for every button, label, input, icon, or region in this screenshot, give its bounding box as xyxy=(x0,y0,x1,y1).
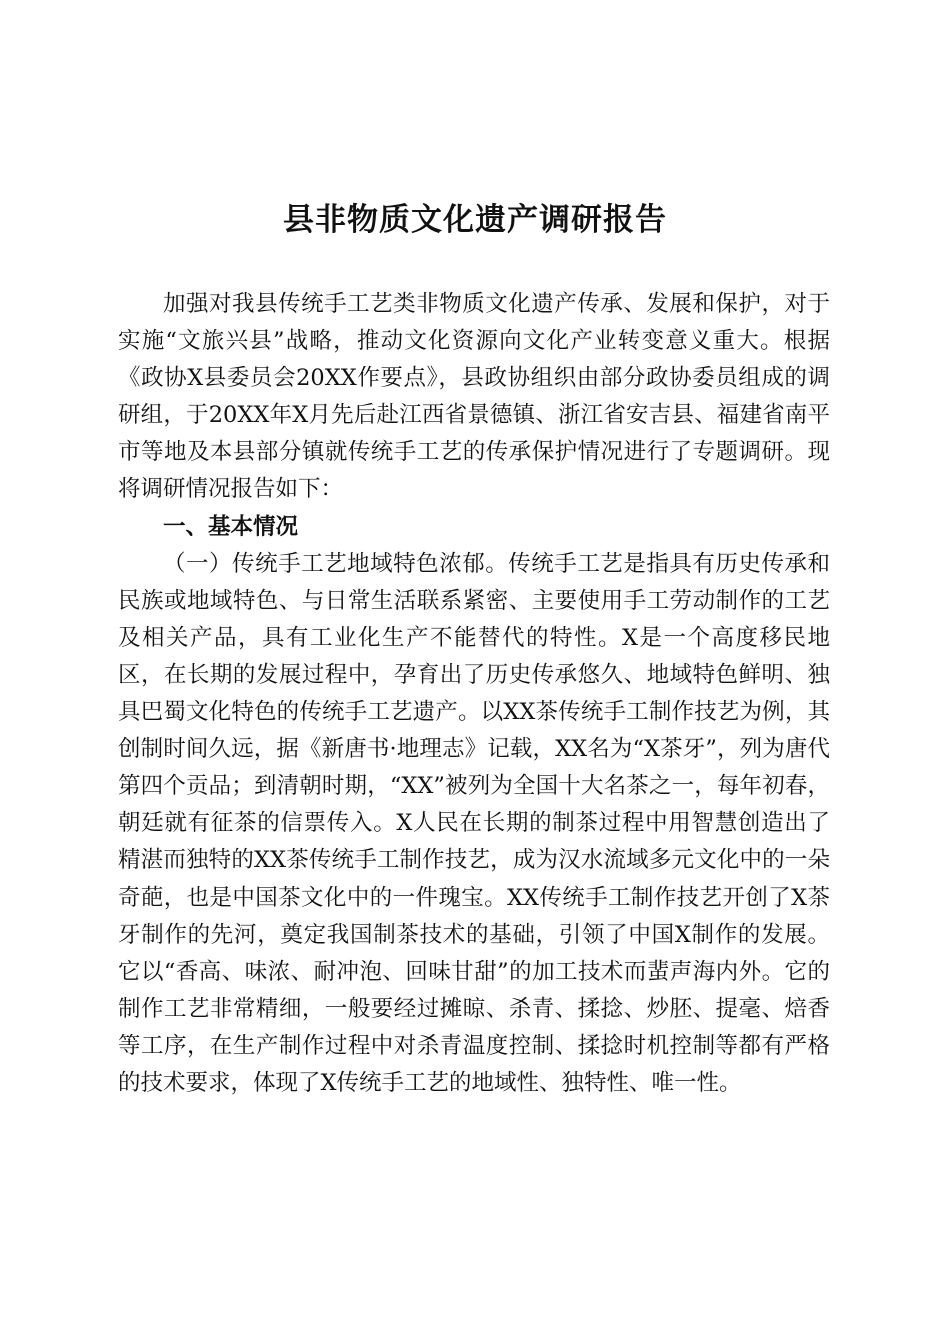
subsection-paragraph xyxy=(118,546,830,1102)
subsection-body: 传统手工艺是指具有历史传承和民族或地域特色、与日常生活联系紧密、主要使用手工劳动制作的工艺及相关产品，具有工业化生产不能替代的特性。X是一个高度移民地区，在长期的发展过程中，孕育出了历史传承悠久、地域特色鲜明、独具巴蜀文化特色的传统手工艺遗产。以XX茶传统手工制作技艺为例，其创制时间久远，据《新唐书·地理志》记载，XX名为“X茶牙”，列为唐代第四个贡品；到清朝时期，“XX”被列为全国十大名茶之一，每年初春，朝廷就有征茶的信票传入。X人民在长期的制茶过程中用智慧创造出了精湛而独特的XX茶传统手工制作技艺，成为汉水流域多元文化中的一朵奇葩，也是中国茶文化中的一件瑰宝。XX传统手工制作技艺开创了X茶牙制作的先河，奠定我国制茶技术的基础，引领了中国X制作的发展。它以“香高、味浓、耐冲泡、回味甘甜”的加工技术而蜚声海内外。它的制作工艺非常精细，一般要经过摊晾、杀青、揉捻、炒胚、提毫、焙香等工序，在生产制作过程中对杀青温度控制、揉捻时机控制等都有严格的技术要求，体现了X传统手工艺的地域性、独特性、唯一性。 xyxy=(118,550,830,1096)
document-title: 县非物质文化遗产调研报告 xyxy=(283,202,667,238)
subsection-lead: （一）传统手工艺地域特色浓郁。 xyxy=(163,550,509,577)
document-body xyxy=(118,286,830,1102)
section-heading-basic-situation: 一、基本情况 xyxy=(163,513,299,540)
intro-paragraph: 加强对我县传统手工艺类非物质文化遗产传承、发展和保护，对于实施“文旅兴县”战略，推动文化资源向文化产业转变意义重大。根据《政协X县委员会20XX作要点》，县政协组织由部分政协委员组成的调研组，于20XX年X月先后赴江西省景德镇、浙江省安吉县、福建省南平市等地及本县部分镇就传统手工艺的传承保护情况进行了专题调研。现将调研情况报告如下： xyxy=(118,291,830,503)
